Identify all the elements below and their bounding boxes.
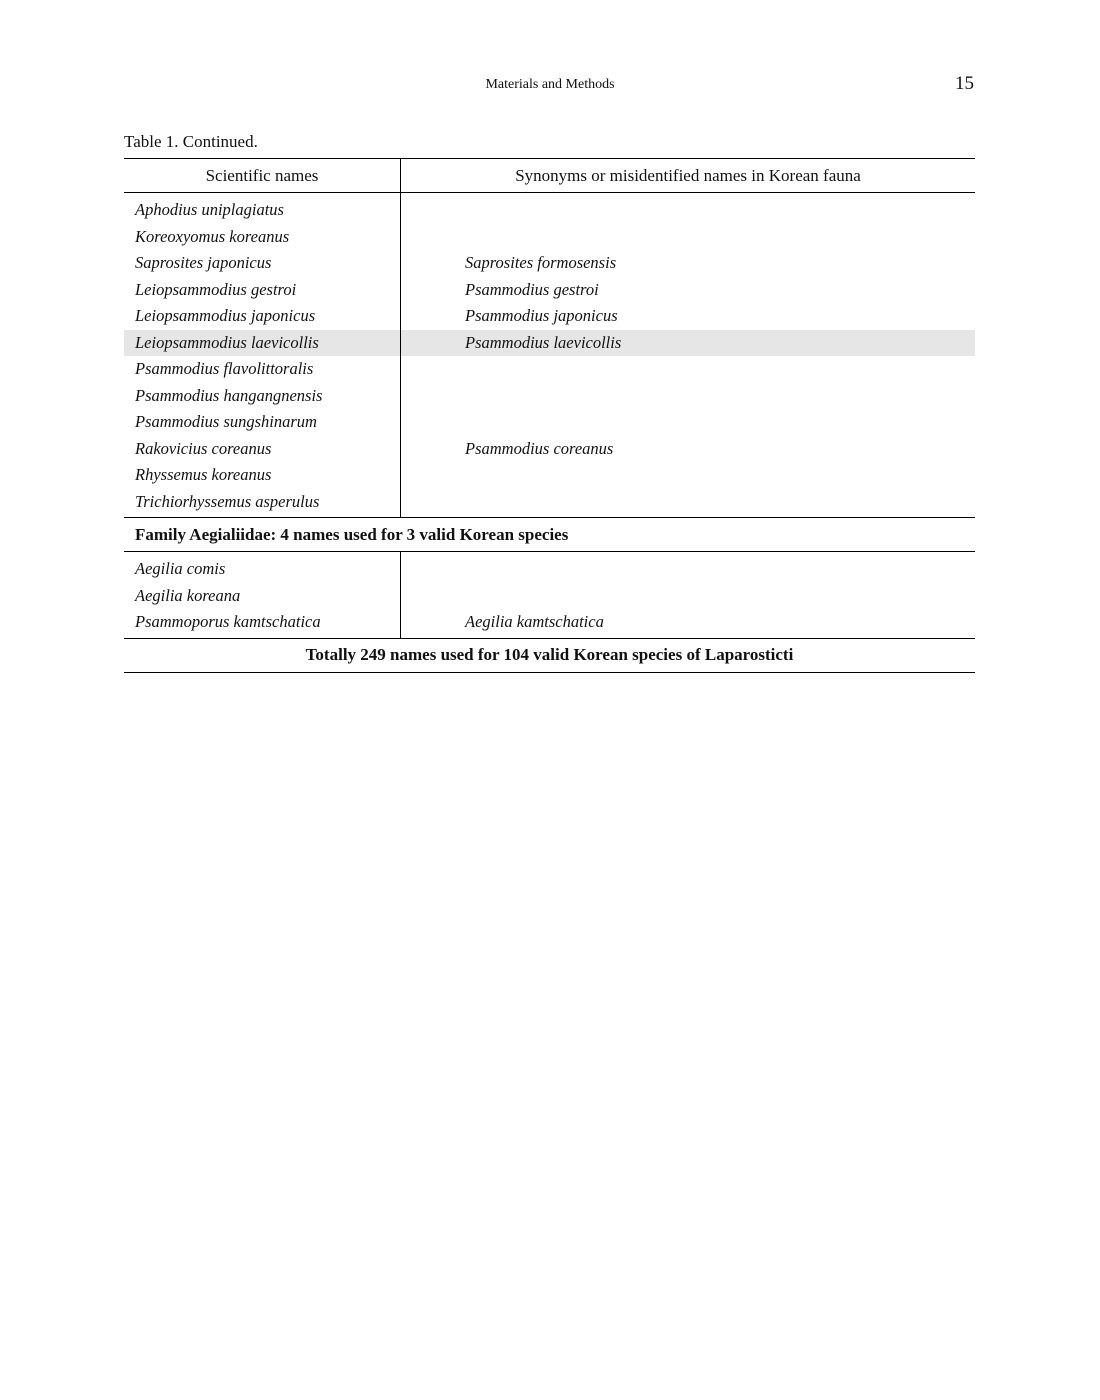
table-caption: Table 1. Continued. xyxy=(124,132,258,151)
scientific-name-cell: Psammodius hangangnensis xyxy=(124,383,401,410)
synonym-cell xyxy=(401,356,975,383)
table-row xyxy=(124,436,975,463)
table-row xyxy=(124,224,975,251)
table-row xyxy=(124,277,975,304)
synonym-cell xyxy=(401,489,975,516)
scientific-name-cell: Aegilia koreana xyxy=(124,583,401,610)
table-total-row: Totally 249 names used for 104 valid Korean species of Laparosticti xyxy=(124,638,975,672)
table-row xyxy=(124,489,975,516)
scientific-name-cell: Aegilia comis xyxy=(124,556,401,583)
running-title: Materials and Methods xyxy=(485,77,615,92)
synonym-cell xyxy=(401,224,975,251)
synonym-cell xyxy=(401,556,975,583)
table-header-row xyxy=(124,159,975,193)
table-row xyxy=(124,583,975,610)
species-table xyxy=(124,158,975,673)
table-row xyxy=(124,197,975,224)
scientific-name-cell: Rhyssemus koreanus xyxy=(124,462,401,489)
table-body-group-2 xyxy=(124,552,975,638)
scientific-name-cell: Psammodius sungshinarum xyxy=(124,409,401,436)
table-row xyxy=(124,330,975,357)
table-row xyxy=(124,250,975,277)
table-row xyxy=(124,409,975,436)
scientific-name-cell: Aphodius uniplagiatus xyxy=(124,197,401,224)
scientific-name-cell: Trichiorhyssemus asperulus xyxy=(124,489,401,516)
scientific-name-cell: Koreoxyomus koreanus xyxy=(124,224,401,251)
table-row xyxy=(124,383,975,410)
scientific-name-cell: Leiopsammodius gestroi xyxy=(124,277,401,304)
scientific-name-cell: Saprosites japonicus xyxy=(124,250,401,277)
table-row xyxy=(124,356,975,383)
scientific-name-cell: Leiopsammodius laevicollis xyxy=(124,330,401,357)
synonym-cell: Saprosites formosensis xyxy=(465,253,617,273)
table-row xyxy=(124,556,975,583)
group-2-rows xyxy=(124,556,975,636)
table-row xyxy=(124,462,975,489)
column-header-scientific-names: Scientific names xyxy=(124,159,401,192)
table-body-group-1 xyxy=(124,193,975,518)
synonym-cell xyxy=(401,583,975,610)
synonym-cell: Psammodius gestroi xyxy=(465,279,599,299)
column-header-synonyms: Synonyms or misidentified names in Korean fauna xyxy=(515,165,861,185)
synonym-cell xyxy=(401,462,975,489)
table-row xyxy=(124,303,975,330)
scientific-name-cell: Psammodius flavolittoralis xyxy=(124,356,401,383)
synonym-cell xyxy=(401,383,975,410)
scientific-name-cell: Psammoporus kamtschatica xyxy=(124,609,401,636)
synonym-cell: Aegilia kamtschatica xyxy=(465,612,604,632)
synonym-cell xyxy=(401,409,975,436)
synonym-cell: Psammodius japonicus xyxy=(465,306,618,326)
group-1-rows xyxy=(124,197,975,515)
synonym-cell: Psammodius laevicollis xyxy=(465,332,622,352)
family-heading: Family Aegialiidae: 4 names used for 3 valid Korean species xyxy=(124,518,975,552)
scientific-name-cell: Rakovicius coreanus xyxy=(124,436,401,463)
page-number: 15 xyxy=(955,73,974,94)
synonym-cell: Psammodius coreanus xyxy=(465,438,614,458)
synonym-cell xyxy=(401,197,975,224)
scientific-name-cell: Leiopsammodius japonicus xyxy=(124,303,401,330)
table-row xyxy=(124,609,975,636)
